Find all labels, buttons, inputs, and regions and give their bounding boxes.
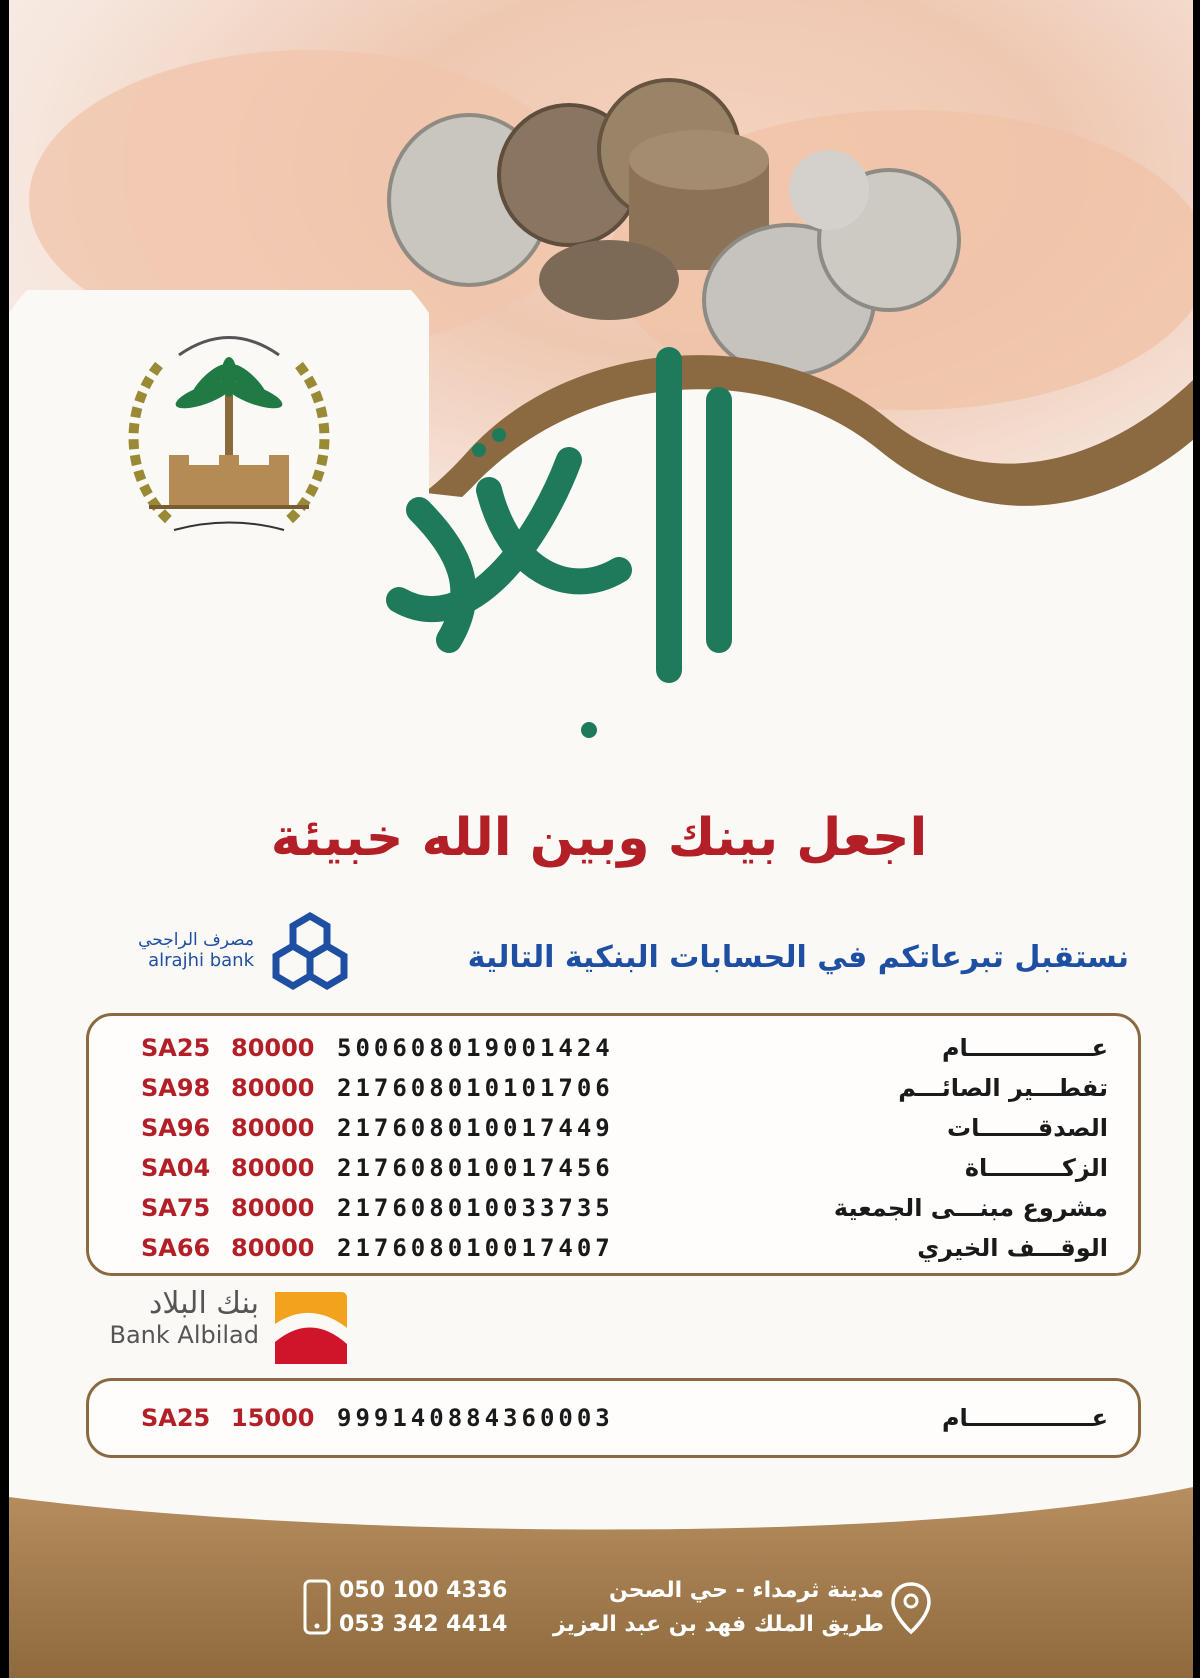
address-line-2: طريق الملك فهد بن عبد العزيز — [552, 1612, 884, 1637]
iban-prefix: SA98 — [141, 1074, 211, 1102]
donation-poster — [9, 0, 1193, 1678]
tagline: اجعل بينك وبين الله خبيئة — [270, 808, 928, 868]
iban-bank-code: 80000 — [231, 1074, 315, 1102]
iban-prefix: SA75 — [141, 1194, 211, 1222]
account-row — [89, 1228, 1138, 1268]
account-purpose: عـــــــــــــــام — [941, 1404, 1108, 1432]
account-purpose: مشروع مبنـــى الجمعية — [833, 1194, 1108, 1222]
alrajhi-logo-icon — [267, 910, 353, 996]
account-number: 217608010017407 — [337, 1234, 614, 1262]
account-row — [89, 1108, 1138, 1148]
account-row — [89, 1398, 1138, 1438]
iban-bank-code: 80000 — [231, 1194, 315, 1222]
account-purpose: عـــــــــــــــام — [941, 1034, 1108, 1062]
account-purpose: الصدقـــــــات — [946, 1114, 1108, 1142]
account-row — [89, 1068, 1138, 1108]
iban-bank-code: 15000 — [231, 1404, 315, 1432]
iban-prefix: SA25 — [141, 1404, 211, 1432]
account-number: 217608010017456 — [337, 1154, 614, 1182]
org-emblem-palm — [119, 325, 339, 555]
account-row — [89, 1028, 1138, 1068]
iban-bank-code: 80000 — [231, 1034, 315, 1062]
iban-prefix: SA25 — [141, 1034, 211, 1062]
account-number: 217608010101706 — [337, 1074, 614, 1102]
alrajhi-logo-ar: مصرف الراجحي — [138, 930, 254, 950]
albilad-logo-icon — [271, 1288, 351, 1368]
iban-prefix: SA04 — [141, 1154, 211, 1182]
iban-prefix: SA96 — [141, 1114, 211, 1142]
mobile-phone-icon — [302, 1578, 332, 1636]
account-purpose: الوقـــف الخيري — [917, 1234, 1108, 1262]
iban-bank-code: 80000 — [231, 1234, 315, 1262]
campaign-title-calligraphy — [339, 340, 809, 760]
address-line-1: مدينة ثرمداء - حي الصحن — [609, 1578, 884, 1603]
account-number: 500608019001424 — [337, 1034, 614, 1062]
phone-2: 053 342 4414 — [339, 1612, 508, 1637]
account-number: 217608010017449 — [337, 1114, 614, 1142]
albilad-logo-en: Bank Albilad — [109, 1321, 259, 1349]
albilad-logo-ar: بنك البلاد — [148, 1286, 259, 1321]
alrajhi-logo-en: alrajhi bank — [148, 950, 254, 971]
iban-prefix: SA66 — [141, 1234, 211, 1262]
alrajhi-logo — [104, 930, 254, 990]
account-row — [89, 1188, 1138, 1228]
phone-1: 050 100 4336 — [339, 1578, 508, 1603]
account-row — [89, 1148, 1138, 1188]
alrajhi-accounts-box — [86, 1013, 1141, 1276]
iban-bank-code: 80000 — [231, 1114, 315, 1142]
iban-bank-code: 80000 — [231, 1154, 315, 1182]
accounts-intro: نستقبل تبرعاتكم في الحسابات البنكية التالية — [467, 940, 1129, 975]
account-purpose: تفطـــير الصائـــم — [898, 1074, 1108, 1102]
account-purpose: الزكـــــــــاة — [964, 1154, 1108, 1182]
albilad-accounts-box — [86, 1378, 1141, 1458]
account-number: 217608010033735 — [337, 1194, 614, 1222]
location-pin-icon — [889, 1580, 933, 1636]
albilad-logo — [99, 1286, 259, 1366]
account-number: 999140884360003 — [337, 1404, 614, 1432]
